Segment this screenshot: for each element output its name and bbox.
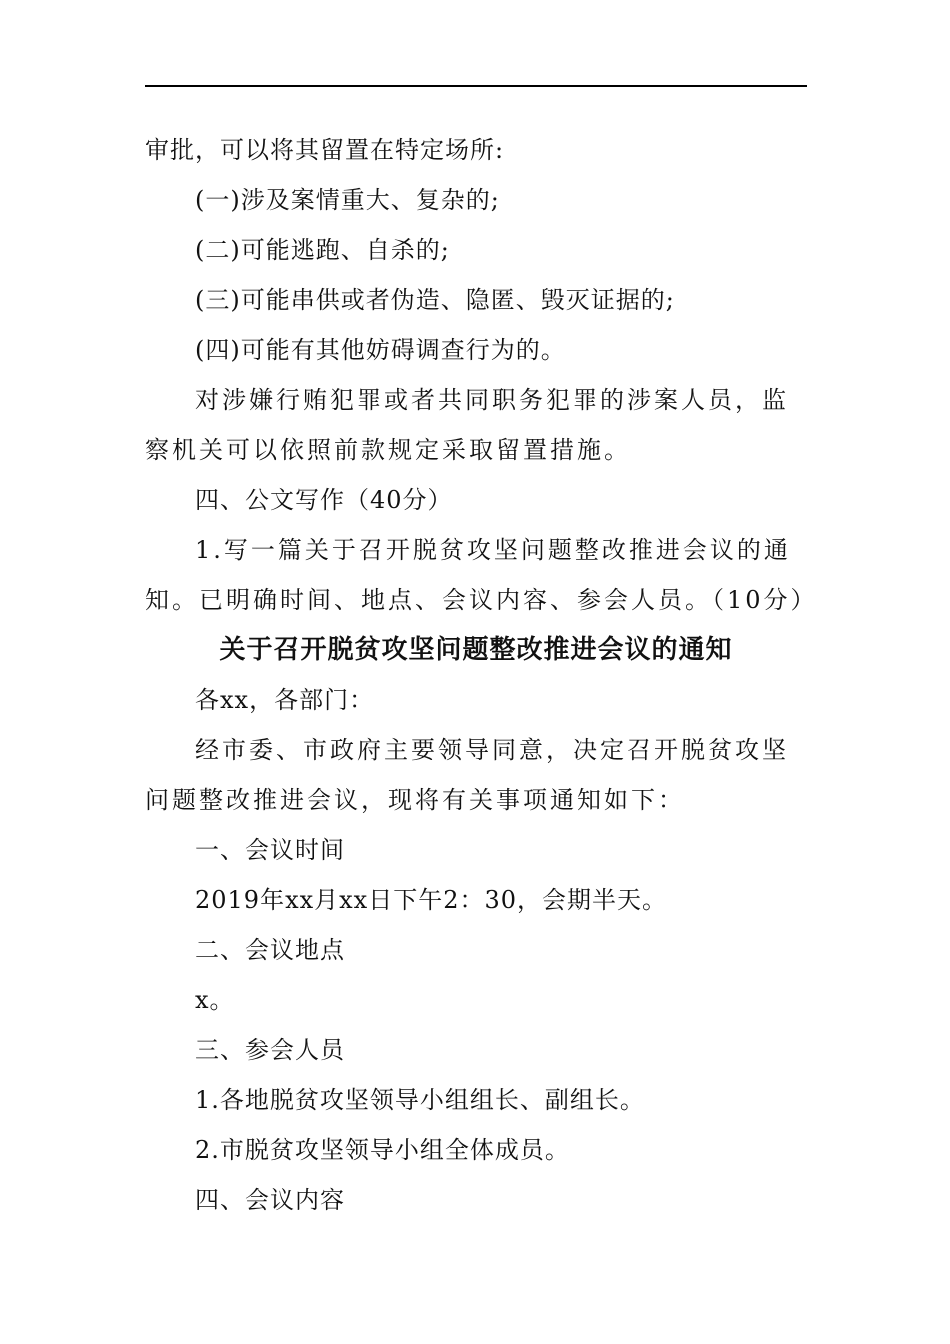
notice-heading-content: 四、会议内容 — [195, 1186, 345, 1214]
section-heading-writing: 四、公文写作（40分） — [195, 486, 453, 514]
list-item-4: (四)可能有其他妨碍调查行为的。 — [195, 336, 566, 364]
paragraph-detention: 对涉嫌行贿犯罪或者共同职务犯罪的涉案人员，监察机关可以依照前款规定采取留置措施。 — [145, 386, 789, 464]
header-rule — [145, 85, 807, 87]
document-page — [145, 125, 818, 1225]
notice-heading-place: 二、会议地点 — [195, 936, 345, 964]
list-item-1: (一)涉及案情重大、复杂的; — [195, 186, 500, 214]
question-text: 1.写一篇关于召开脱贫攻坚问题整改推进会议的通知。已明确时间、地点、会议内容、参会人员。（10分） — [145, 536, 818, 614]
notice-attendee-1: 1.各地脱贫攻坚领导小组组长、副组长。 — [195, 1086, 645, 1114]
notice-time: 2019年xx月xx日下午2：30，会期半天。 — [195, 886, 668, 914]
list-item-2: (二)可能逃跑、自杀的; — [195, 236, 450, 264]
notice-place: x。 — [195, 986, 235, 1014]
notice-salutation: 各xx，各部门： — [195, 686, 375, 714]
notice-heading-attendees: 三、参会人员 — [195, 1036, 345, 1064]
notice-attendee-2: 2.市脱贫攻坚领导小组全体成员。 — [195, 1136, 570, 1164]
list-item-3: (三)可能串供或者伪造、隐匿、毁灭证据的; — [195, 286, 675, 314]
notice-heading-time: 一、会议时间 — [195, 836, 345, 864]
paragraph-continuation: 审批，可以将其留置在特定场所: — [145, 136, 505, 164]
notice-title: 关于召开脱贫攻坚问题整改推进会议的通知 — [219, 635, 733, 665]
notice-intro: 经市委、市政府主要领导同意，决定召开脱贫攻坚问题整改推进会议，现将有关事项通知如下： — [145, 736, 789, 814]
